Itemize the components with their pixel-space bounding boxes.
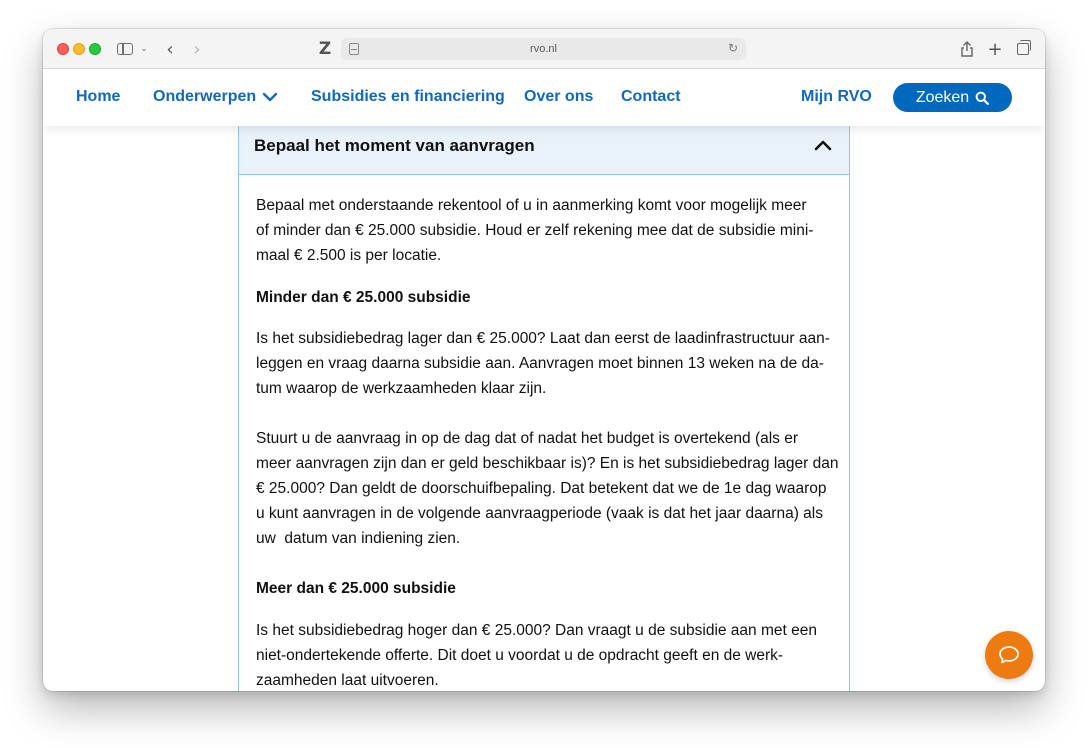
address-bar[interactable] (341, 38, 746, 60)
nav-contact[interactable]: Contact (621, 88, 681, 105)
page-icon (349, 43, 359, 55)
chevron-up-icon[interactable] (813, 137, 833, 153)
paragraph-line: Is het subsidiebedrag hoger dan € 25.000? Dan vraagt u de subsidie aan met een (256, 622, 817, 639)
back-icon[interactable]: ‹ (166, 38, 174, 60)
paragraph-line: Stuurt u de aanvraag in op de dag dat of nadat het budget is overtekend (als er (256, 430, 799, 447)
paragraph-line: leggen en vraag daarna subsidie aan. Aanvragen moet binnen 13 weken na de da- (256, 355, 824, 372)
tabs-icon[interactable] (1015, 39, 1031, 59)
search-icon (975, 91, 989, 105)
section-heading-meer: Meer dan € 25.000 subsidie (256, 580, 456, 597)
nav-onderwerpen[interactable]: Onderwerpen (153, 88, 257, 105)
paragraph-line: zaamheden laat uitvoeren. (256, 672, 439, 689)
paragraph-line: niet-ondertekende offerte. Dit doet u voordat u de opdracht geeft en de werk- (256, 647, 784, 664)
site-navigation (43, 69, 1045, 126)
close-window-button[interactable] (57, 43, 69, 55)
accordion-header[interactable] (239, 126, 849, 175)
paragraph-line: uw datum van indiening zien. (256, 530, 461, 547)
intro-line: Bepaal met onderstaande rekentool of u in aanmerking komt voor mogelijk meer (256, 197, 807, 214)
paragraph-line: u kunt aanvragen in de volgende aanvraagperiode (vaak is dat het jaar daarna) als (256, 505, 823, 522)
search-button-label: Zoeken (915, 88, 970, 106)
minimize-window-button[interactable] (73, 43, 85, 55)
chat-button[interactable] (985, 631, 1033, 679)
search-button[interactable] (893, 83, 1012, 112)
zoom-window-button[interactable] (89, 43, 101, 55)
chevron-down-icon[interactable] (262, 89, 278, 105)
reload-icon[interactable]: ↻ (727, 41, 738, 55)
accordion-panel (238, 126, 850, 691)
nav-mijn-rvo[interactable]: Mijn RVO (801, 88, 872, 105)
z-extension-icon[interactable]: Z (318, 39, 332, 59)
sidebar-icon[interactable] (115, 39, 135, 59)
paragraph-line: Is het subsidiebedrag lager dan € 25.000? Laat dan eerst de laadinfrastructuur aan- (256, 330, 830, 347)
plus-icon[interactable]: + (987, 38, 1003, 60)
nav-subsidies[interactable]: Subsidies en financiering (311, 88, 505, 105)
paragraph-line: € 25.000? Dan geldt de doorschuifbepaling. Dat betekent dat we de 1e dag waarop (256, 480, 827, 497)
accordion-title: Bepaal het moment van aanvragen (254, 136, 535, 155)
intro-line: of minder dan € 25.000 subsidie. Houd er zelf rekening mee dat de subsidie mini- (256, 222, 814, 239)
browser-window (43, 29, 1045, 691)
chevron-down-icon[interactable]: ⌄ (140, 44, 148, 54)
nav-over-ons[interactable]: Over ons (524, 88, 594, 105)
chat-bubble-icon (998, 645, 1020, 665)
nav-home[interactable]: Home (76, 88, 121, 105)
browser-toolbar (43, 29, 1045, 69)
url-text: rvo.nl (530, 43, 557, 55)
forward-icon[interactable]: › (193, 38, 201, 60)
paragraph-line: tum waarop de werkzaamheden klaar zijn. (256, 380, 547, 397)
intro-line: maal € 2.500 is per locatie. (256, 247, 442, 264)
paragraph-line: meer aanvragen zijn dan er geld beschikbaar is)? En is het subsidiebedrag lager dan (256, 455, 839, 472)
share-icon[interactable] (959, 39, 975, 59)
section-heading-minder: Minder dan € 25.000 subsidie (256, 289, 471, 306)
